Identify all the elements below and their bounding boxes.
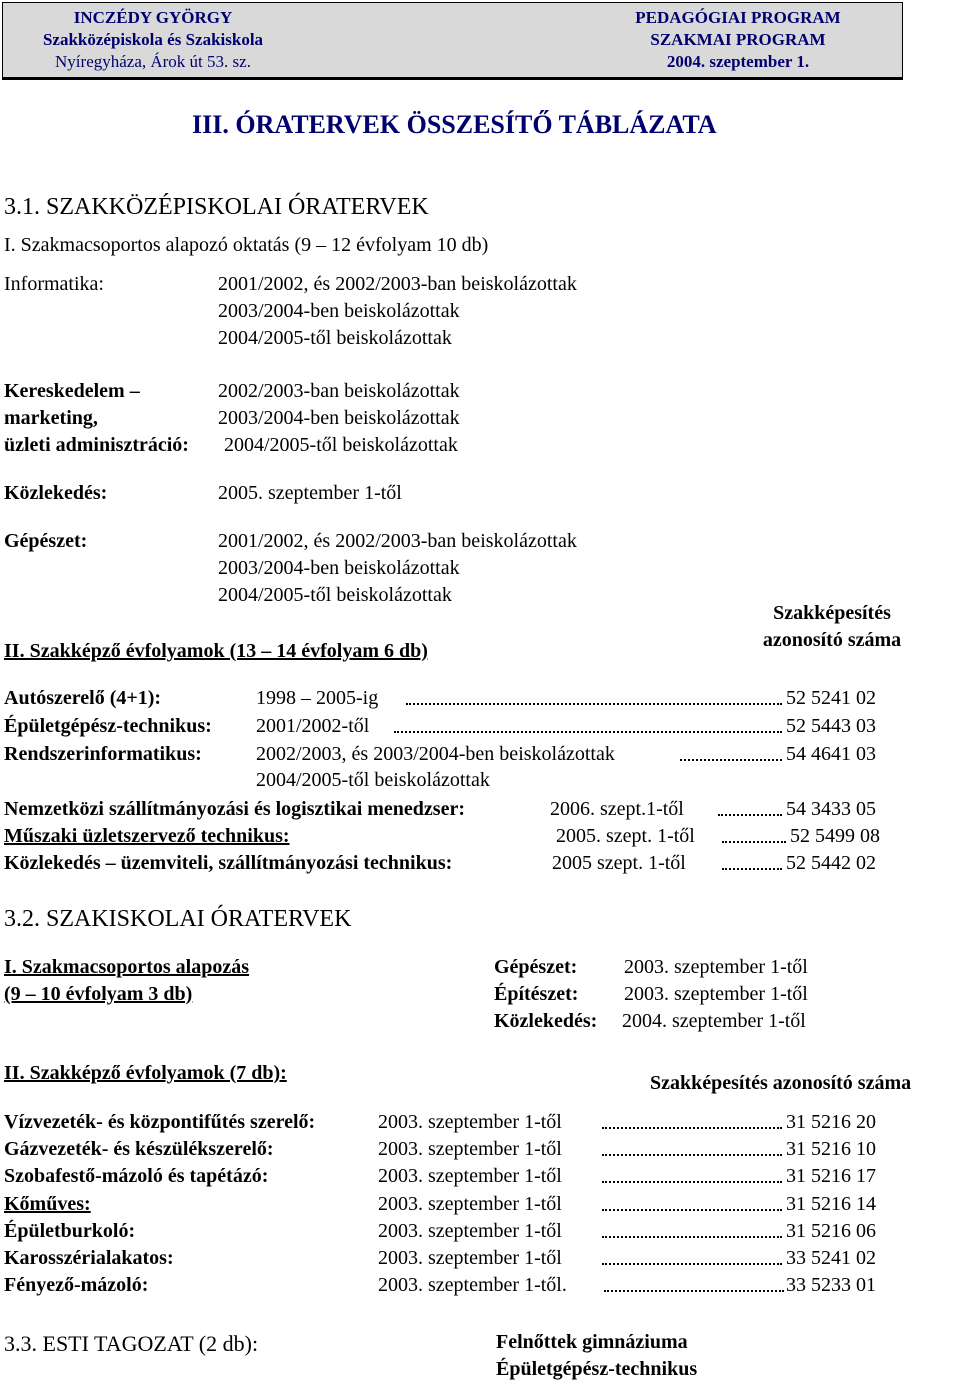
dot-leader — [602, 1110, 782, 1129]
kereskedelem-line: 2004/2005-től beiskolázottak — [224, 434, 458, 456]
row-name: Épületburkoló: — [4, 1220, 136, 1242]
szakkepzo-row — [4, 824, 896, 848]
row-date: 2003. szeptember 1-től — [378, 1138, 562, 1160]
gepeszet-line: 2004/2005-től beiskolázottak — [218, 584, 452, 606]
dot-leader — [602, 1219, 782, 1238]
szakkepzo-row — [4, 797, 896, 821]
row-name: Műszaki üzletszervező technikus: — [4, 825, 290, 847]
row-period: 2001/2002-től — [256, 715, 370, 737]
gepeszet-label: Gépészet: — [4, 530, 88, 552]
alapozas-value: 2004. szeptember 1-től — [622, 1010, 806, 1032]
row-period: 2005. szept. 1-től — [556, 825, 695, 847]
dot-leader — [602, 1246, 782, 1265]
szakkepzo-row — [4, 686, 896, 710]
row-name: Vízvezeték- és központifűtés szerelő: — [4, 1111, 316, 1133]
dot-leader — [602, 1192, 782, 1211]
alapozas-label: Közlekedés: — [494, 1010, 598, 1032]
szakkepzo-row — [4, 714, 896, 738]
szakkepzo-row — [4, 851, 896, 875]
section-3-2-heading: 3.2. SZAKISKOLAI ÓRATERVEK — [4, 906, 352, 932]
kereskedelem-label: üzleti adminisztráció: — [4, 434, 189, 456]
szakiskola-row — [4, 1219, 896, 1243]
row-date: 2003. szeptember 1-től — [378, 1220, 562, 1242]
szakiskola-szakkepzo-heading: II. Szakképző évfolyamok (7 db): — [4, 1062, 287, 1084]
section-3-1-heading: 3.1. SZAKKÖZÉPISKOLAI ÓRATERVEK — [4, 194, 429, 220]
section-3-1-subheading: I. Szakmacsoportos alapozó oktatás (9 – 12 évfolyam 10 db) — [4, 234, 489, 256]
gepeszet-line: 2003/2004-ben beiskolázottak — [218, 557, 460, 579]
dot-leader — [722, 851, 782, 870]
alapozas-value: 2003. szeptember 1-től — [624, 956, 808, 978]
row-name: Szobafestő-mázoló és tapétázó: — [4, 1165, 269, 1187]
informatika-label: Informatika: — [4, 273, 104, 295]
row-period: 1998 – 2005-ig — [256, 687, 379, 709]
kereskedelem-label: marketing, — [4, 407, 98, 429]
szakiskola-row — [4, 1246, 896, 1270]
section-3-3-heading: 3.3. ESTI TAGOZAT (2 db): — [4, 1331, 259, 1356]
alapozas-label: Gépészet: — [494, 956, 578, 978]
row-date: 2003. szeptember 1-től — [378, 1247, 562, 1269]
row-period: 2005 szept. 1-től — [552, 852, 686, 874]
school-info — [3, 7, 303, 73]
szakiskola-row — [4, 1110, 896, 1134]
alapozas-heading: I. Szakmacsoportos alapozás — [4, 956, 250, 978]
row-code: 31 5216 06 — [786, 1220, 876, 1242]
dot-leader — [722, 824, 786, 843]
esti-item: Felnőttek gimnáziuma — [496, 1331, 688, 1353]
azonosito-header: Szakképesítés — [773, 602, 891, 624]
row-code: 31 5216 17 — [786, 1165, 876, 1187]
dot-leader — [394, 714, 782, 733]
row-name: Épületgépész-technikus: — [4, 715, 212, 737]
row-period: 2002/2003, és 2003/2004-ben beiskolázottak — [256, 743, 615, 765]
school-type: Szakközépiskola és Szakiskola — [42, 30, 264, 49]
gepeszet-line: 2001/2002, és 2002/2003-ban beiskolázottak — [218, 530, 577, 552]
row-date: 2003. szeptember 1-től — [378, 1193, 562, 1215]
kereskedelem-label: Kereskedelem – — [4, 380, 140, 402]
row-code: 52 5442 02 — [786, 852, 876, 874]
dot-leader — [406, 686, 782, 705]
szakiskola-row — [4, 1273, 896, 1297]
rendszer-extra: 2004/2005-től beiskolázottak — [256, 769, 490, 791]
row-date: 2003. szeptember 1-től — [378, 1165, 562, 1187]
azonosito-header: Szakképesítés azonosító száma — [650, 1072, 912, 1094]
school-name: INCZÉDY GYÖRGY — [73, 8, 233, 27]
row-name: Nemzetközi szállítmányozási és logisztikai menedzser: — [4, 798, 466, 820]
kereskedelem-line: 2002/2003-ban beiskolázottak — [218, 380, 460, 402]
program-info — [588, 7, 888, 73]
dot-leader — [604, 1273, 784, 1292]
azonosito-header: azonosító száma — [762, 629, 902, 651]
dot-leader — [680, 742, 782, 761]
dot-leader — [718, 797, 782, 816]
esti-item: Épületgépész-technikus — [496, 1358, 698, 1380]
alapozas-label: Építészet: — [494, 983, 579, 1005]
program-subtitle: SZAKMAI PROGRAM — [650, 30, 826, 49]
dot-leader — [602, 1137, 782, 1156]
row-code: 33 5233 01 — [786, 1274, 876, 1296]
row-name: Közlekedés – üzemviteli, szállítmányozási technikus: — [4, 852, 453, 874]
kozlekedes-label: Közlekedés: — [4, 482, 108, 504]
row-period: 2006. szept.1-től — [550, 798, 684, 820]
informatika-line: 2004/2005-től beiskolázottak — [218, 327, 452, 349]
szakiskola-row — [4, 1164, 896, 1188]
row-code: 33 5241 02 — [786, 1247, 876, 1269]
program-date: 2004. szeptember 1. — [666, 52, 810, 71]
alapozas-value: 2003. szeptember 1-től — [624, 983, 808, 1005]
program-title: PEDAGÓGIAI PROGRAM — [635, 8, 841, 27]
szakiskola-row — [4, 1137, 896, 1161]
row-code: 52 5443 03 — [786, 715, 876, 737]
school-address: Nyíregyháza, Árok út 53. sz. — [55, 52, 251, 71]
szakkepzo-row — [4, 742, 896, 766]
row-name: Karosszérialakatos: — [4, 1247, 174, 1269]
document-header — [2, 2, 903, 80]
row-code: 54 3433 05 — [786, 798, 876, 820]
row-name: Kőműves: — [4, 1193, 91, 1215]
row-code: 31 5216 20 — [786, 1111, 876, 1133]
kereskedelem-line: 2003/2004-ben beiskolázottak — [218, 407, 460, 429]
page-title: III. ÓRATERVEK ÖSSZESÍTŐ TÁBLÁZATA — [192, 110, 717, 139]
szakiskola-row — [4, 1192, 896, 1216]
dot-leader — [602, 1164, 782, 1183]
szakkepzo-heading: II. Szakképző évfolyamok (13 – 14 évfolyam 6 db) — [4, 640, 428, 662]
row-name: Fényező-mázoló: — [4, 1274, 149, 1296]
kozlekedes-value: 2005. szeptember 1-től — [218, 482, 402, 504]
row-name: Autószerelő (4+1): — [4, 687, 162, 709]
row-date: 2003. szeptember 1-től — [378, 1111, 562, 1133]
row-code: 52 5241 02 — [786, 687, 876, 709]
row-name: Gázvezeték- és készülékszerelő: — [4, 1138, 274, 1160]
alapozas-heading: (9 – 10 évfolyam 3 db) — [4, 983, 193, 1005]
row-code: 54 4641 03 — [786, 743, 876, 765]
row-name: Rendszerinformatikus: — [4, 743, 202, 765]
informatika-line: 2001/2002, és 2002/2003-ban beiskolázottak — [218, 273, 577, 295]
row-date: 2003. szeptember 1-től. — [378, 1274, 567, 1296]
informatika-line: 2003/2004-ben beiskolázottak — [218, 300, 460, 322]
row-code: 52 5499 08 — [790, 825, 880, 847]
row-code: 31 5216 10 — [786, 1138, 876, 1160]
row-code: 31 5216 14 — [786, 1193, 876, 1215]
